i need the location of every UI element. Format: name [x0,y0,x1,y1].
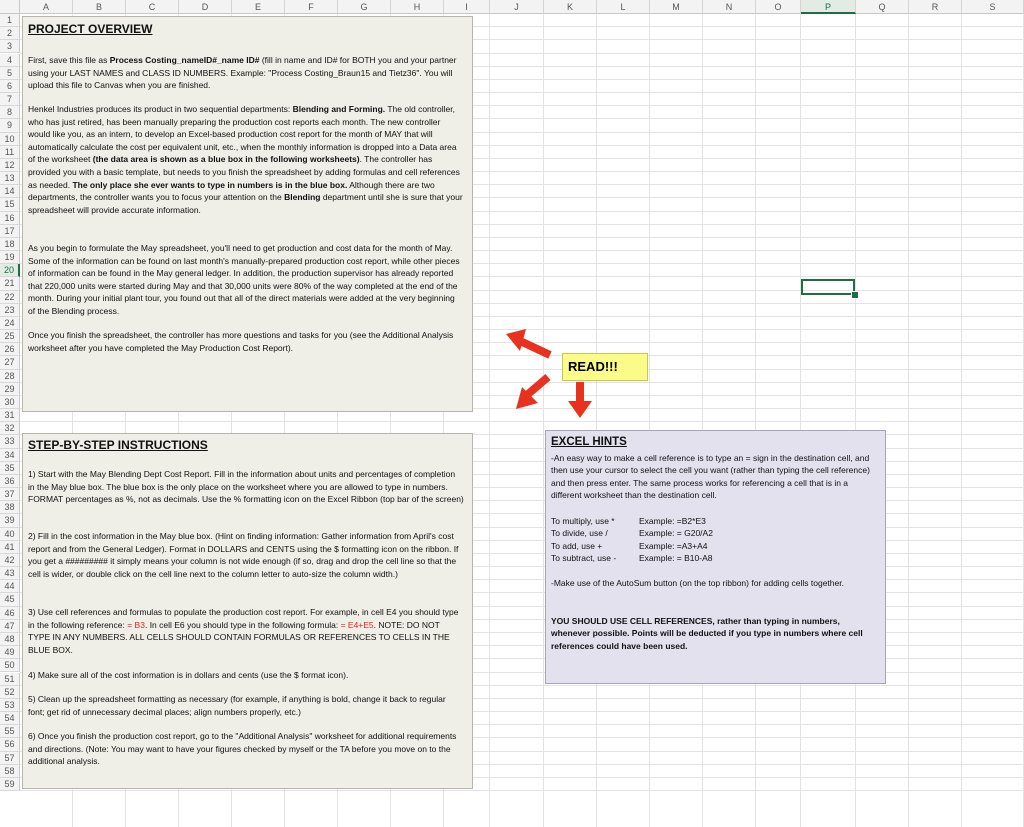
row-header-37[interactable]: 37 [0,488,20,501]
column-header-H[interactable]: H [391,0,444,14]
operator-row [551,527,713,539]
row-header-41[interactable]: 41 [0,541,20,554]
column-header-J[interactable]: J [490,0,544,14]
column-header-B[interactable]: B [73,0,126,14]
gridline-horizontal [20,421,1024,422]
step-3: 3) Use cell references and formulas to populate the production cost report. For example, in cell E4 you should type in the following reference: = B3. In cell E6 you should type in the following formula: = E4+E5. NOTE: DO NOT TYPE IN ANY NUMBERS. ALL CELLS SHOULD CONTAIN FORMULAS OR REFERENCES TO CELLS IN THE BLUE BOX. [28,607,459,655]
hint-warning: YOU SHOULD USE CELL REFERENCES, rather than typing in numbers, whenever possible. Points will be deducted if you type in numbers where cell references could have been used. [551,616,863,651]
excel-hints-box [545,430,886,684]
row-header-56[interactable]: 56 [0,738,20,751]
row-header-32[interactable]: 32 [0,422,20,435]
row-header-6[interactable]: 6 [0,80,20,93]
overview-paragraph-4: Once you finish the spreadsheet, the controller has more questions and tasks for you (see the Additional Analysis worksheet after you have completed the May Production Cost Report). [28,330,454,353]
column-header-C[interactable]: C [126,0,179,14]
select-all-corner[interactable] [0,0,20,14]
column-header-L[interactable]: L [597,0,650,14]
row-header-55[interactable]: 55 [0,725,20,738]
row-header-50[interactable]: 50 [0,659,20,672]
arrow-left-icon [506,329,550,355]
row-header-33[interactable]: 33 [0,435,20,448]
column-header-F[interactable]: F [285,0,338,14]
row-header-28[interactable]: 28 [0,370,20,383]
row-header-25[interactable]: 25 [0,330,20,343]
project-overview-box [22,16,473,412]
row-header-38[interactable]: 38 [0,501,20,514]
gridline-horizontal [20,790,1024,791]
row-header-44[interactable]: 44 [0,580,20,593]
hints-title: EXCEL HINTS [551,436,627,448]
row-header-51[interactable]: 51 [0,673,20,686]
row-header-10[interactable]: 10 [0,133,20,146]
row-header-18[interactable]: 18 [0,238,20,251]
operator-list [551,515,713,565]
row-header-27[interactable]: 27 [0,356,20,369]
row-header-4[interactable]: 4 [0,54,20,67]
row-header-11[interactable]: 11 [0,146,20,159]
row-header-21[interactable]: 21 [0,277,20,290]
operator-example: Example: = G20/A2 [639,528,713,539]
column-header-A[interactable]: A [20,0,73,14]
arrow-down-icon [568,382,592,418]
read-callout: READ!!! [562,353,648,381]
column-header-N[interactable]: N [703,0,756,14]
operator-label: To add, use + [551,540,603,551]
row-header-12[interactable]: 12 [0,159,20,172]
column-header-O[interactable]: O [756,0,801,14]
row-header-36[interactable]: 36 [0,475,20,488]
row-header-57[interactable]: 57 [0,752,20,765]
column-header-K[interactable]: K [544,0,597,14]
overview-paragraph-2: Henkel Industries produces its product in two sequential departments: Blending and Forming. The old controller, who has just retired, has been manually preparing the production cost reports each month. The new controller would like you, as an intern, to develop an Excel-based production cost report for the month of MAY that will automatically calculate the cost per equivalent unit, etc., when the monthly information is dropped into a Data area of the worksheet (the data area is shown as a blue box in the following worksheets). The controller has provided you with a basic template, but needs to you finish the spreadsheet by adding formulas and cell references as needed. The only place she ever wants to type in numbers is in the blue box. Although there are two departments, the controller wants you to focus your attention on the Blending department until she is sure that your spreadsheet will provide accurate information. [28,104,463,215]
row-header-14[interactable]: 14 [0,185,20,198]
step-4: 4) Make sure all of the cost information is in dollars and cents (use the $ format icon). [28,670,349,680]
arrow-down-left-icon [516,377,548,409]
row-header-1[interactable]: 1 [0,14,20,27]
row-header-9[interactable]: 9 [0,119,20,132]
row-header-23[interactable]: 23 [0,304,20,317]
row-header-40[interactable]: 40 [0,528,20,541]
selected-cell-p20[interactable] [801,279,855,295]
operator-example: Example: =A3+A4 [639,540,708,551]
hint-autosum: -Make use of the AutoSum button (on the top ribbon) for adding cells together. [551,578,844,588]
row-header-29[interactable]: 29 [0,383,20,396]
step-6: 6) Once you finish the production cost report, go to the "Additional Analysis" worksheet for additional requirements and directions. (Note: You may want to have your figures checked by myself or the TA before you move on to the additional analysis. [28,731,457,767]
row-header-3[interactable]: 3 [0,40,20,53]
row-header-52[interactable]: 52 [0,686,20,699]
hint-cell-reference: -An easy way to make a cell reference is to type an = sign in the destination cell, and then use your cursor to select the cell you want (rather than typing the cell reference) and then press enter. The same process works for referencing a cell that is in a different worksheet than the destination cell. [551,453,870,501]
overview-title: PROJECT OVERVIEW [28,22,153,36]
column-header-E[interactable]: E [232,0,285,14]
step-by-step-box [22,433,473,789]
row-header-53[interactable]: 53 [0,699,20,712]
row-header-15[interactable]: 15 [0,198,20,211]
column-header-M[interactable]: M [650,0,703,14]
step-1: 1) Start with the May Blending Dept Cost Report. Fill in the information about units and percentages of completion in the May blue box. The blue box is the only place on the worksheet where you are allowed to type in numbers. FORMAT percentages as %, not as decimals. Use the % formatting icon on the Excel Ribbon (top bar of the screen) [28,469,464,505]
steps-title: STEP-BY-STEP INSTRUCTIONS [28,438,208,452]
row-header-48[interactable]: 48 [0,633,20,646]
row-header-54[interactable]: 54 [0,712,20,725]
row-header-8[interactable]: 8 [0,106,20,119]
row-header-59[interactable]: 59 [0,778,20,791]
row-header-30[interactable]: 30 [0,396,20,409]
operator-label: To divide, use / [551,528,608,539]
step-5: 5) Clean up the spreadsheet formatting as necessary (for example, if anything is bold, change it back to regular font; get rid of unnecessary decimal places; align numbers properly, etc.) [28,694,446,717]
column-header-I[interactable]: I [444,0,490,14]
row-header-47[interactable]: 47 [0,620,20,633]
row-header-22[interactable]: 22 [0,291,20,304]
overview-paragraph-3: As you begin to formulate the May spreadsheet, you'll need to get production and cost data for the month of May. Some of the information can be found on last month's manually-prepared production cost report, while other pieces of information can be found in the May general ledger. In addition, the production supervisor has already reported that 220,000 units were started during May and that 30,000 units were 80% of the way completed at the end of the month. During your initial plant tour, you found out that all of the direct materials were added at the very beginning of the Blending process. [28,243,460,316]
operator-example: Example: =B2*E3 [639,516,706,526]
row-header-34[interactable]: 34 [0,449,20,462]
row-header-49[interactable]: 49 [0,646,20,659]
column-header-R[interactable]: R [909,0,962,14]
row-header-19[interactable]: 19 [0,251,20,264]
row-header-13[interactable]: 13 [0,172,20,185]
row-header-5[interactable]: 5 [0,67,20,80]
operator-example: Example: = B10-A8 [639,553,713,564]
row-header-24[interactable]: 24 [0,317,20,330]
row-header-16[interactable]: 16 [0,212,20,225]
operator-row [551,552,713,564]
row-header-26[interactable]: 26 [0,343,20,356]
column-header-P[interactable]: P [801,0,856,14]
row-header-42[interactable]: 42 [0,554,20,567]
column-header-Q[interactable]: Q [856,0,909,14]
operator-label: To multiply, use * [551,516,615,526]
column-header-G[interactable]: G [338,0,391,14]
row-header-31[interactable]: 31 [0,409,20,422]
row-header-58[interactable]: 58 [0,765,20,778]
overview-paragraph-1: First, save this file as Process Costing_nameID#_name ID# (fill in name and ID# for BOTH you and your partner using your LAST NAMES and CLASS ID NUMBERS. Example: "Process Costing_Braun15 and Tietz36". You will upload this file to Canvas when you are finished. [28,55,457,91]
row-header-2[interactable]: 2 [0,27,20,40]
row-header-7[interactable]: 7 [0,93,20,106]
operator-row [551,515,713,527]
operator-row [551,540,713,552]
fill-handle[interactable] [851,291,859,299]
step-2: 2) Fill in the cost information in the May blue box. (Hint on finding information: Gather information from April's cost report and from the General Ledger). Format in DOLLARS and CENTS using the $ formatting icon on the ribbon. If you get a ######### it simply means your column is not wide enough (if so, drag and drop the cell line so that the cell is wider, or double click on the cell line next to the column letter to auto-size the column width.) [28,531,459,579]
row-header-20[interactable]: 20 [0,264,20,277]
column-header-D[interactable]: D [179,0,232,14]
column-header-S[interactable]: S [962,0,1024,14]
row-header-45[interactable]: 45 [0,593,20,606]
row-header-39[interactable]: 39 [0,514,20,527]
row-header-46[interactable]: 46 [0,607,20,620]
operator-label: To subtract, use - [551,553,617,564]
row-header-17[interactable]: 17 [0,225,20,238]
row-header-35[interactable]: 35 [0,462,20,475]
row-header-43[interactable]: 43 [0,567,20,580]
